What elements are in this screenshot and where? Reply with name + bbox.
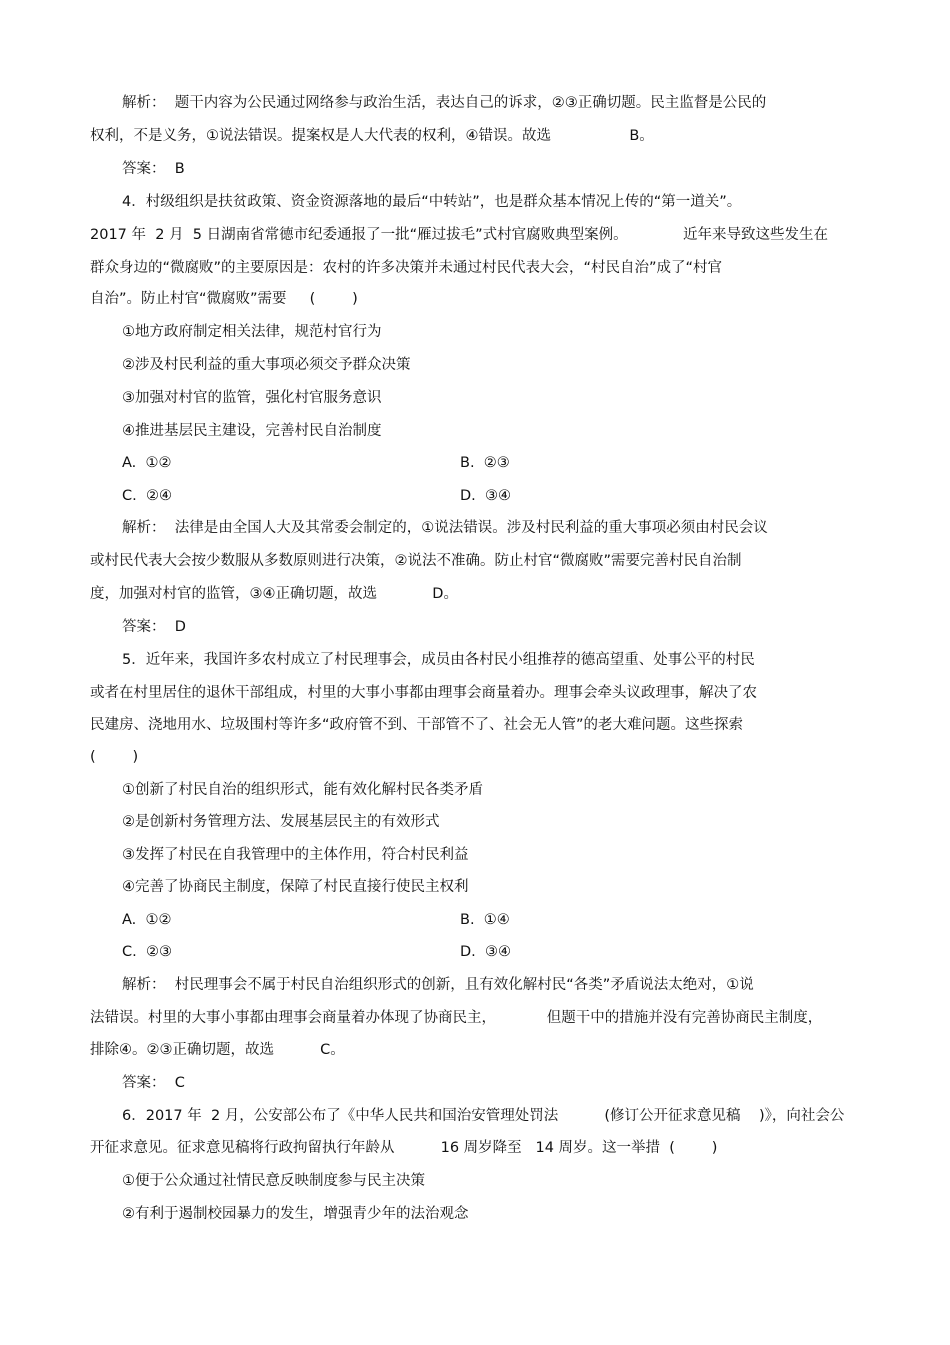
- q4-stem-line-2: 2017 年 2 月 5 日湖南省常德市纪委通报了一批“雁过拔毛”式村官腐败典型案例。 近年来导致这些发生在: [90, 227, 828, 243]
- q5-item-3: ③发挥了村民在自我管理中的主体作用，符合村民利益: [122, 847, 469, 863]
- q4-item-3: ③加强对村官的监管，强化村官服务意识: [122, 390, 382, 406]
- q4-item-1: ①地方政府制定相关法律，规范村官行为: [122, 324, 382, 340]
- q5-option-b: B. ①④: [460, 912, 510, 928]
- q4-answer: 答案： D: [122, 619, 186, 635]
- q5-analysis-line-1: 解析： 村民理事会不属于村民自治组织形式的创新，且有效化解村民“各类”矛盾说法太绝对，①说: [122, 977, 754, 993]
- q4-item-2: ②涉及村民利益的重大事项必须交予群众决策: [122, 357, 411, 373]
- q6-item-1: ①便于公众通过社情民意反映制度参与民主决策: [122, 1173, 425, 1189]
- q6-stem-line-2: 开征求意见。征求意见稿将行政拘留执行年龄从 16 周岁降至 14 周岁。这一举措 ( ): [90, 1140, 718, 1156]
- q5-answer: 答案： C: [122, 1075, 185, 1091]
- q4-option-b: B. ②③: [460, 455, 510, 471]
- q4-analysis-line-1: 解析： 法律是由全国人大及其常委会制定的，①说法错误。涉及村民利益的重大事项必须由村民会议: [122, 520, 768, 536]
- q5-stem-line-2: 或者在村里居住的退休干部组成，村里的大事小事都由理事会商量着办。理事会牵头议政理事，解决了农: [90, 685, 757, 701]
- q5-option-c: C. ②③: [122, 944, 172, 960]
- q4-option-a: A. ①②: [122, 455, 172, 471]
- q5-item-4: ④完善了协商民主制度，保障了村民直接行使民主权利: [122, 879, 469, 895]
- q4-option-c: C. ②④: [122, 488, 172, 504]
- q4-option-d: D. ③④: [460, 488, 511, 504]
- q5-stem-line-4: ( ): [90, 749, 139, 765]
- q5-option-d: D. ③④: [460, 944, 511, 960]
- q6-stem-line-1: 6．2017 年 2 月，公安部公布了《中华人民共和国治安管理处罚法 (修订公开征求意见稿 )》，向社会公: [122, 1108, 845, 1124]
- q5-option-a: A. ①②: [122, 912, 172, 928]
- q4-stem-line-4: 自治”。防止村官“微腐败”需要 ( ): [90, 291, 358, 307]
- q4-analysis-line-2: 或村民代表大会按少数服从多数原则进行决策，②说法不准确。防止村官“微腐败”需要完善村民自治制: [90, 553, 742, 569]
- q5-item-2: ②是创新村务管理方法、发展基层民主的有效形式: [122, 814, 440, 830]
- q5-item-1: ①创新了村民自治的组织形式，能有效化解村民各类矛盾: [122, 782, 483, 798]
- q5-stem-line-1: 5．近年来，我国许多农村成立了村民理事会，成员由各村民小组推荐的德高望重、处事公平的村民: [122, 652, 755, 668]
- q4-stem-line-3: 群众身边的“微腐败”的主要原因是：农村的许多决策并未通过村民代表大会，“村民自治”成了“村官: [90, 260, 723, 276]
- q5-stem-line-3: 民建房、浇地用水、垃圾围村等许多“政府管不到、干部管不了、社会无人管”的老大难问题。这些探索: [90, 717, 744, 733]
- q3-answer: 答案： B: [122, 161, 185, 177]
- q5-analysis-line-3: 排除④。②③正确切题，故选 C。: [90, 1042, 345, 1058]
- q4-analysis-line-3: 度，加强对村官的监管，③④正确切题，故选 D。: [90, 586, 458, 602]
- q3-analysis-line-2: 权利，不是义务，①说法错误。提案权是人大代表的权利，④错误。故选 B。: [90, 128, 654, 144]
- q5-analysis-line-2: 法错误。村里的大事小事都由理事会商量着办体现了协商民主， 但题干中的措施并没有完善协商民主制度，: [90, 1010, 823, 1026]
- q3-analysis-line-1: 解析： 题干内容为公民通过网络参与政治生活，表达自己的诉求，②③正确切题。民主监督是公民的: [122, 95, 767, 111]
- q4-stem-line-1: 4．村级组织是扶贫政策、资金资源落地的最后“中转站”，也是群众基本情况上传的“第一道关”。: [122, 194, 742, 210]
- q4-item-4: ④推进基层民主建设，完善村民自治制度: [122, 423, 382, 439]
- q6-item-2: ②有利于遏制校园暴力的发生，增强青少年的法治观念: [122, 1206, 469, 1222]
